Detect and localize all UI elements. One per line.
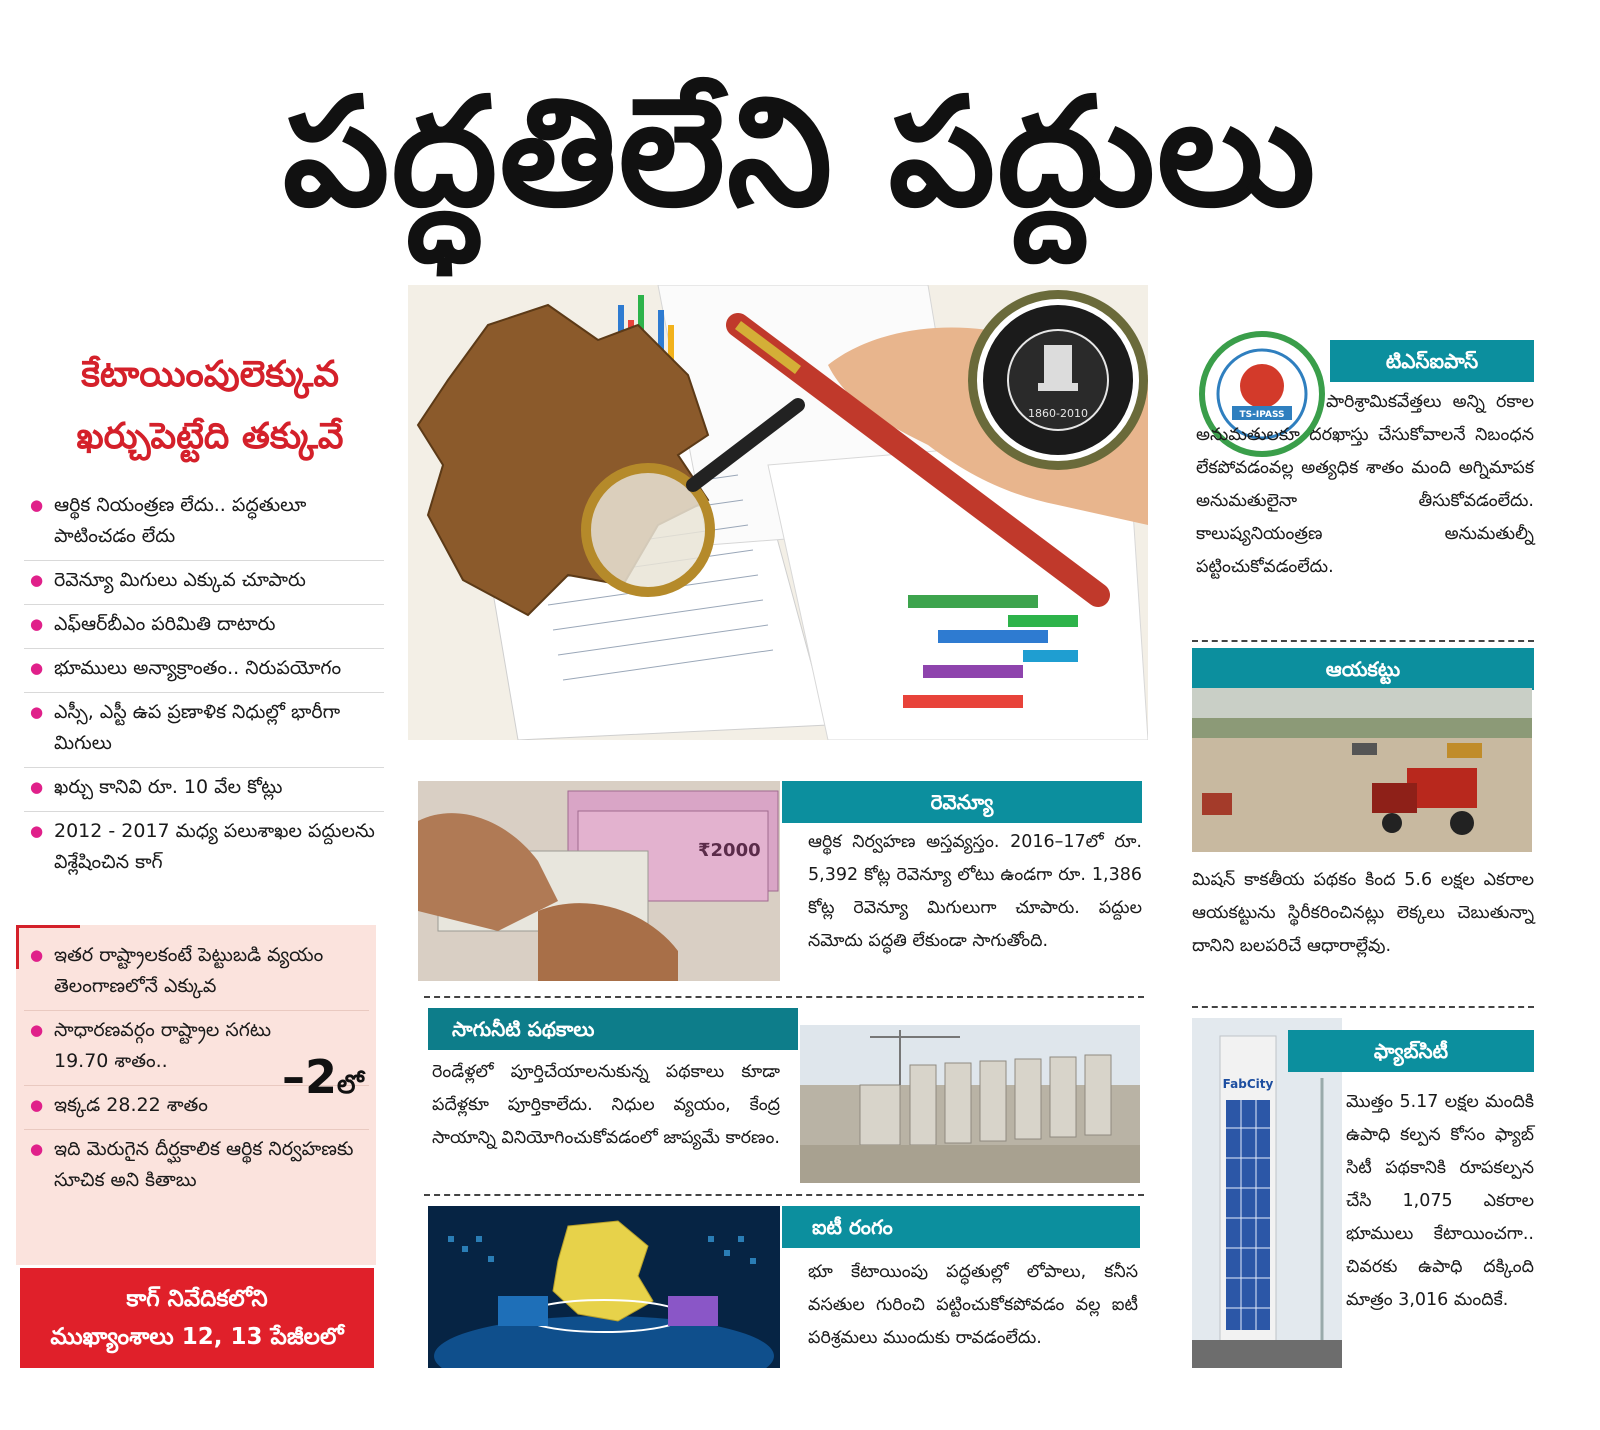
fabcity-sign: FabCity [1222,1077,1274,1091]
list-item: ● 2012 - 2017 మధ్య పలుశాఖల పద్దులను విశ్లేషించిన కాగ్ [24,812,384,886]
list-item: ● భూములు అన్యాక్రాంతం.. నిరుపయోగం [24,649,384,693]
section-title-tsipass: టిఎస్‌ఐపాస్ [1330,340,1534,382]
divider [424,1194,1144,1196]
key-points-list [24,486,384,886]
irrigation-svg [800,1025,1140,1183]
irrigation-photo [800,1025,1140,1183]
rank-suffix: లో [337,1070,364,1100]
section-title-revenue: రెవెన్యూ [782,781,1142,823]
corner-mark [16,925,19,969]
section-title-it: ఐటీ రంగం [782,1206,1140,1248]
revenue-svg [418,781,780,981]
revenue-photo [418,781,780,981]
list-item: ● ఇతర రాష్ట్రాలకంటే పెట్టుబడి వ్యయం తెలంగాణలోనే ఎక్కువ [24,936,369,1011]
it-sector-photo [428,1206,780,1368]
subheadline-line2: ఖర్చుపెట్టేది తక్కువే [76,416,344,457]
list-item: ● ఎస్సీ, ఎస్టీ ఉప ప్రణాళిక నిధుల్లో భారీగా మిగులు [24,693,384,768]
list-item-text: సాధారణవర్గం రాష్ట్రాల సగటు 19.70 శాతం.. [54,1019,272,1072]
cag-note-line2: ముఖ్యాంశాలు 12, 13 పేజీలలో [50,1324,344,1350]
fabcity-body: మొత్తం 5.17 లక్షల మందికి ఉపాధి కల్పన కోసం ఫ్యాబ్ సిటీ పథకానికి రూపకల్పన చేసి 1,075 ఎకరాల భూములు కేటాయించగా.. చివరకు ఉపాధి దక్కింది మాత్రం 3,016 మందికే. [1346,1092,1534,1310]
ayakattu-svg [1192,688,1532,852]
subheadline [20,344,400,468]
ayakattu-photo [1192,688,1532,852]
hero-svg [408,285,1148,740]
cag-seal-years: 1860-2010 [1028,407,1088,420]
rank-value: –2 [282,1050,338,1104]
list-item: ● ఇక్కడ 28.22 శాతం [24,1086,369,1130]
list-item: ● రెవెన్యూ మిగులు ఎక్కువ చూపారు [24,561,384,605]
list-item: ● ఎఫ్‌ఆర్‌బీఎం పరిమితి దాటారు [24,605,384,649]
it-svg [428,1206,780,1368]
revenue-body: ఆర్థిక నిర్వహణ అస్తవ్యస్తం. 2016–17లో రూ. 5,392 కోట్ల రెవెన్యూ లోటు ఉండగా రూ. 1,386 కోట్ల రెవెన్యూ మిగులుగా చూపారు. పద్దుల నమోదు పద్ధతి లేకుండా సాగుతోంది. [808,832,1142,951]
tsipass-body: పారిశ్రామికవేత్తలు అన్ని రకాల అనుమతులకూ దరఖాస్తు చేసుకోవాలనే నిబంధన లేకపోవడంవల్ల అత్యధిక శాతం మంది అగ్నిమాపక అనుమతులైనా తీసుకోవడంలేదు. కాలుష్యనియంత్రణ అనుమతుల్నీ పట్టించుకోవడంలేదు. [1196,392,1534,577]
banknote-label: ₹2000 [698,840,761,861]
section-title-irrigation: సాగునీటి పథకాలు [428,1008,798,1050]
list-item: ● ఆర్థిక నియంత్రణ లేదు.. పద్ధతులూ పాటించడం లేదు [24,486,384,561]
divider [1192,640,1534,642]
tsipass-logo-name: TS-IPASS [1239,410,1285,420]
list-item: ● ఖర్చు కానివి రూ. 10 వేల కోట్లు [24,768,384,812]
cag-note-line1: కాగ్ నివేదికలోని [126,1286,268,1312]
rank-callout [282,1050,364,1106]
subheadline-line1: కేటాయింపులెక్కువ [81,354,339,395]
headline: పద్ధతిలేని పద్దులు [282,66,1318,240]
it-body: భూ కేటాయింపు పద్ధతుల్లో లోపాలు, కనీస వసతుల గురించి పట్టించుకోకపోవడం వల్ల ఐటీ పరిశ్రమలు ముందుకు రావడంలేదు. [808,1262,1138,1348]
section-title-ayakattu: ఆయకట్టు [1192,648,1534,690]
list-item: ● ఇది మెరుగైన దీర్ఘకాలిక ఆర్థిక నిర్వహణకు సూచిక అని కితాబు [24,1130,369,1204]
divider [424,996,1144,998]
corner-mark [16,925,80,928]
hero-illustration [408,285,1148,740]
irrigation-body: రెండేళ్లలో పూర్తిచేయాలనుకున్న పథకాలు కూడా పదేళ్లకూ పూర్తికాలేదు. నిధుల వ్యయం, కేంద్ర సాయాన్ని వినియోగించుకోవడంలో జాప్యమే కారణం. [432,1062,780,1148]
section-title-fabcity: ఫ్యాబ్‌సిటీ [1288,1030,1534,1072]
cag-report-note [20,1268,374,1368]
ayakattu-body: మిషన్ కాకతీయ పథకం కింద 5.6 లక్షల ఎకరాల ఆయకట్టును స్థిరీకరించినట్లు లెక్కలు చెబుతున్నా దానిని బలపరిచే ఆధారాల్లేవు. [1192,870,1534,956]
divider [1192,1006,1534,1008]
